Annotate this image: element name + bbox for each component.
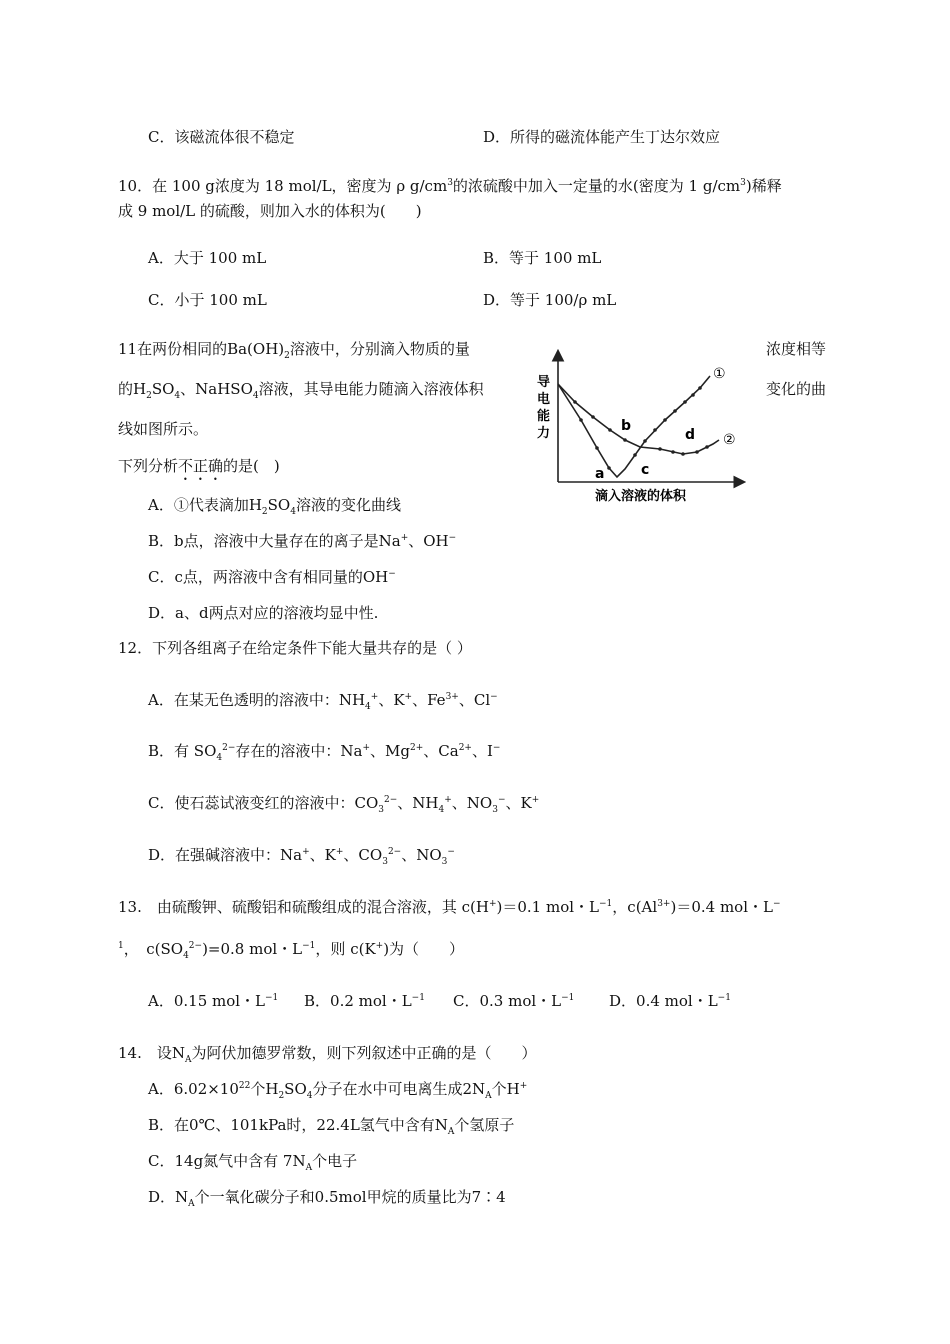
q9-option-c: C．该磁流体很不稳定 <box>148 128 295 146</box>
curve-2-label: ② <box>723 432 736 448</box>
x-axis-label: 滴入溶液的体积 <box>595 489 687 504</box>
ylabel-char-1: 导 <box>537 375 551 390</box>
q11-option-c: C．c点，两溶液中含有相同量的OH− <box>148 568 396 586</box>
q14-option-a: A．$6.02\times 10^{22}$个$H_2SO_4$分子在水中可电离生成$2N_A$个H+ <box>148 1080 528 1101</box>
q14-option-b: B．在0℃、101kPa时，22.4L氢气中含有$N_A$个氢原子 <box>148 1116 515 1137</box>
q10-option-b: B．等于 100 mL <box>483 249 602 267</box>
point-c-label: c <box>641 462 650 478</box>
q10-option-d: D．等于 100/ρ mL <box>483 291 617 309</box>
q13-option-c: C．0.3 mol・$L^{-1}$ <box>453 992 575 1010</box>
q11-option-a: A．①代表滴加$H_2SO_4$溶液的变化曲线 <box>148 496 401 517</box>
q10-stem-line2: 成 9 mol/L 的硫酸，则加入水的体积为( ) <box>118 202 422 220</box>
q14-option-c: C．14g氮气中含有 $7N_A$个电子 <box>148 1152 358 1173</box>
q13-option-b: B．0.2 mol・$L^{-1}$ <box>304 992 425 1010</box>
q13-option-d: D．0.4 mol・$L^{-1}$ <box>609 992 731 1010</box>
q9-option-d: D．所得的磁流体能产生丁达尔效应 <box>483 128 721 146</box>
point-b-label: b <box>621 418 632 434</box>
q11-option-b: B．b点，溶液中大量存在的离子是Na+、OH− <box>148 532 457 550</box>
point-a-label: a <box>595 466 605 482</box>
q10-stem-line1: 10．在 100 g浓度为 18 mol/L，密度为 ρ $g/cm^3$的浓硫酸中加入一定量的水(密度为 1 $g/cm^3$)稀释 <box>118 177 782 195</box>
q13-option-a: A．0.15 mol・$L^{-1}$ <box>148 992 279 1010</box>
q12-option-d: D．在强碱溶液中：Na+、K+、$CO_3^{2-}$、$NO_3^-$ <box>148 846 455 867</box>
q11-stem-line1-right: 浓度相等 <box>766 340 827 358</box>
curve-1-label: ① <box>713 366 726 382</box>
q14-stem: 14. 设$N_A$为阿伏加德罗常数，则下列叙述中正确的是（ ） <box>118 1044 537 1065</box>
q11-stem-line2: 的$H_2SO_4$、NaHSO$_4$溶液，其导电能力随滴入溶液体积 <box>118 380 484 401</box>
ylabel-char-3: 能 <box>537 409 551 424</box>
q11-stem-line2-right: 变化的曲 <box>766 380 827 398</box>
ylabel-char-2: 电 <box>537 392 551 407</box>
point-d-label: d <box>685 427 696 443</box>
q10-option-c: C．小于 100 mL <box>148 291 267 309</box>
conductivity-figure <box>525 340 750 510</box>
q11-option-d: D．a、d两点对应的溶液均显中性. <box>148 604 379 622</box>
q13-stem-line2: $^1$， $c(SO_4^{2-})=0.8$ mol・$L^{-1}$，则 c(K+)为（ ） <box>118 940 465 961</box>
q10-option-a: A．大于 100 mL <box>148 249 267 267</box>
q13-stem-line1: 13. 由硫酸钾、硫酸铝和硫酸组成的混合溶液，其 c(H+)＝0.1 mol・$L^{-1}$，$c(Al^{3+})=0.4$ mol・L− <box>118 898 781 916</box>
q12-option-b: B．有 $SO_4^{2-}$存在的溶液中：Na+、$Mg^{2+}$、$Ca^{2+}$、I− <box>148 742 501 763</box>
q11-stem-line3: 线如图所示。 <box>118 420 209 438</box>
ylabel-char-4: 力 <box>537 426 551 441</box>
q14-option-d: D．$N_A$个一氧化碳分子和0.5mol甲烷的质量比为7∶4 <box>148 1188 506 1209</box>
q11-question: 下列分析不正确的是( ) <box>118 457 280 475</box>
q12-stem: 12．下列各组离子在给定条件下能大量共存的是（ ） <box>118 639 472 657</box>
q11-stem-line1: 11在两份相同的$Ba(OH)_2$溶液中，分别滴入物质的量 <box>118 340 470 361</box>
q12-option-a: A．在某无色透明的溶液中：$NH_4^+$、K+、$Fe^{3+}$、Cl− <box>148 691 498 712</box>
q12-option-c: C．使石蕊试液变红的溶液中：$CO_3^{2-}$、$NH_4^+$、$NO_3^-$、K+ <box>148 794 540 815</box>
